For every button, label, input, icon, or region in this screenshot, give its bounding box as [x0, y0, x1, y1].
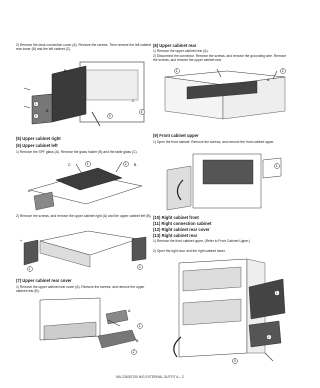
heading-right-connection-cabinet: (11) Right connection cabinet	[153, 221, 212, 226]
step-text: 1) Remove the front cabinet upper. (Refer to Front Cabinet Upper.)	[153, 239, 251, 243]
label-a: A	[267, 78, 270, 82]
callout-2: 2	[124, 162, 127, 167]
callout-2: 2	[132, 350, 135, 355]
callout-1: 1	[275, 291, 278, 296]
heading-upper-cabinet-rear-cover: (7) Upper cabinet rear cover	[16, 278, 72, 283]
heading-upper-cabinet-rear: (8) Upper cabinet rear	[153, 43, 197, 48]
illustration-upper-cabinets	[20, 225, 150, 273]
step-text: 1) Remove the SPF glass (A). Remove the glass holder (B) and the table glass (C).	[16, 150, 138, 154]
page-footer: MX-2300/2700 N/G EXTERNAL OUTFIT A – 2	[116, 375, 184, 379]
step-text: 2) Remove the screws, and remove the upper cabinet right (A) and the upper cabinet left (B).	[16, 214, 152, 218]
callout-3: 3	[233, 359, 236, 364]
callout-2: 2	[138, 265, 141, 270]
label-a: A	[46, 109, 49, 113]
heading-front-cabinet-upper: (9) Front cabinet upper	[153, 133, 199, 138]
illustration-upper-rear	[157, 67, 289, 129]
step-text: 2) Disconnect the connector. Remove the screws, and remove the grounding wire. Remove the screws, and remove the upper cabinet rear.	[153, 54, 287, 63]
callout-2: 2	[34, 114, 37, 119]
callout-4: 4	[140, 110, 143, 115]
callout-1: 1	[86, 162, 89, 167]
callout-1: 1	[34, 102, 37, 107]
label-b: B	[134, 163, 137, 167]
callout-2: 2	[281, 69, 284, 74]
label-c: C	[132, 99, 135, 103]
label-b: B	[64, 69, 67, 73]
callout-1: 1	[28, 267, 31, 272]
callout-3: 3	[108, 114, 111, 119]
callout-1: 1	[175, 69, 178, 74]
callout-2: 2	[267, 335, 270, 340]
heading-right-cabinet-rear-cover: (12) Right cabinet rear cover	[153, 227, 210, 232]
figure-upper-cabinets	[20, 225, 150, 273]
label-c: C	[68, 163, 71, 167]
illustration-rear-cover	[36, 296, 146, 356]
figure-right-cabinet	[161, 257, 291, 367]
step-text: 2) Open the right door and the right cabinet lower.	[153, 249, 226, 253]
callout-1: 1	[275, 164, 278, 169]
heading-upper-cabinet-left: (6) Upper cabinet left	[16, 143, 58, 148]
figure-upper-rear	[157, 67, 289, 129]
heading-right-cabinet-rear: (13) Right cabinet rear	[153, 233, 198, 238]
illustration-glass	[26, 160, 146, 212]
illustration-desk-cover	[22, 56, 150, 131]
label-a: A	[128, 309, 131, 313]
label-b: B	[136, 339, 139, 343]
illustration-right-cabinet	[161, 257, 291, 367]
heading-right-cabinet-front: (10) Right cabinet front	[153, 215, 199, 220]
step-text: 1) Remove the upper cabinet rear (A).	[153, 49, 209, 53]
figure-rear-cover	[36, 296, 146, 356]
heading-upper-cabinet-right: (5) Upper cabinet right	[16, 136, 61, 141]
step-text: 1) Open the front cabinet. Remove the screws, and remove the front cabinet upper.	[153, 140, 275, 144]
figure-front-upper	[163, 150, 287, 212]
illustration-front-upper	[163, 150, 287, 212]
step-text: 1) Remove the upper cabinet rear cover (A). Remove the screws, and remove the upper cabinet rear (B).	[16, 285, 145, 294]
figure-desk-cover	[22, 56, 150, 131]
label-a: A	[28, 189, 31, 193]
figure-glass	[26, 160, 146, 212]
callout-1: 1	[138, 324, 141, 329]
step-text: 2) Remove the desk connection cover (A). Remove the screws. Then remove the left cabinet rear lower (B) and the left cabinet (C).	[16, 43, 151, 52]
